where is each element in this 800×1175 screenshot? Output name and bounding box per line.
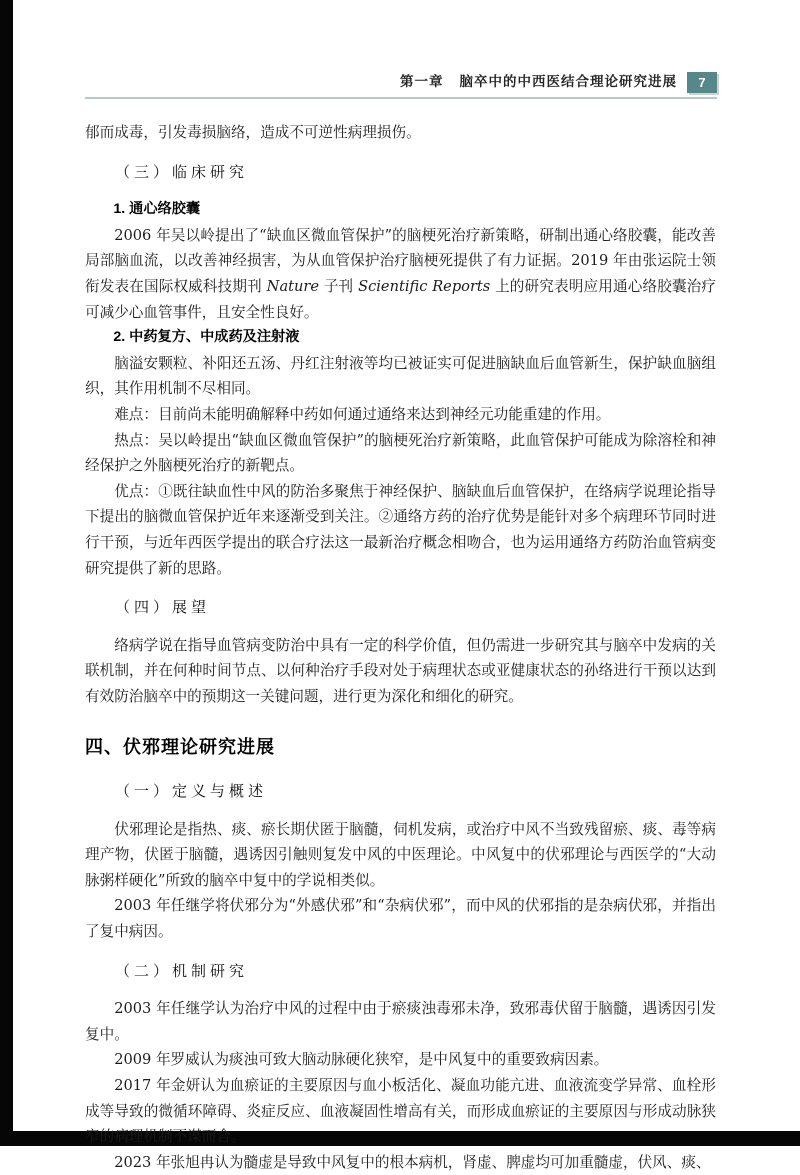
paragraph-mechanism-2009: 2009 年罗威认为痰浊可致大脑动脉硬化狭窄，是中风复中的重要致病因素。 (114, 1051, 609, 1069)
chapter-title: 脑卒中的中西医结合理论研究进展 (459, 74, 677, 89)
paragraph-difficulty: 难点：目前尚未能明确解释中药如何通过通络来达到神经元功能重建的作用。 (114, 405, 611, 423)
journal-name-nature: Nature (266, 277, 320, 295)
paragraph-advantage: 优点：①既往缺血性中风的防治多聚焦于神经保护、脑缺血后血管保护，在络病学说理论指导下提出的脑微血管保护近年来逐渐受到关注。②通络方药的治疗优势是能针对多个病理环节同时进行干预，与近年西医学提出的联合疗法这一最新治疗概念相吻合，也为运用通络方药防治血管病变研究提供了新的思路。 (85, 482, 716, 577)
paragraph-compound-medicine: 脑溢安颗粒、补阳还五汤、丹红注射液等均已被证实可促进脑缺血后血管新生，保护缺血脑组织，其作用机制不尽相同。 (85, 354, 716, 398)
paragraph-mechanism-2017: 2017 年金妍认为血瘀证的主要原因与血小板活化、凝血功能亢进、血液流变学异常、血栓形成等导致的微循环障碍、炎症反应、血液凝固性增高有关，而形成血瘀证的主要原因与形成动脉狭窄的病理机制不谋而合。 (85, 1077, 716, 1146)
subsection-heading-outlook: （四）展望 (115, 598, 211, 617)
chapter-label: 第一章 (400, 74, 444, 89)
paragraph-hotspot: 热点：吴以岭提出“缺血区微血管保护”的脑梗死治疗新策略，此血管保护可能成为除溶栓和神经保护之外脑梗死治疗的新靶点。 (85, 431, 716, 475)
section-heading-fuxie-theory: 四、伏邪理论研究进展 (85, 737, 275, 758)
paragraph-tongxinluo (85, 223, 716, 325)
paragraph-intro-continuation: 郁而成毒，引发毒损脑络，造成不可逆性病理损伤。 (85, 124, 421, 141)
subsection-heading-clinical-research: （三）临床研究 (115, 162, 249, 181)
paragraph-segment: 2006 年吴以岭提出了“缺血区微血管保护”的脑梗死治疗新策略，研制出通心络胶囊，能改善局部脑血流，以改善神经损害，为从血管保护治疗脑梗死提供了有力证据。2019 年由张运院士领衔发表在国际权威科技期刊 (85, 226, 716, 295)
paragraph-mechanism-2023: 2023 年张旭冉认为髓虚是导致中风复中的根本病机，肾虚、脾虚均可加重髓虚，伏风、痰、 (114, 1153, 711, 1171)
page-header (85, 70, 717, 99)
item-heading-tongxinluo: 1. 通心络胶囊 (113, 201, 201, 218)
paragraph-mechanism-2003: 2003 年任继学认为治疗中风的过程中由于瘀痰浊毒邪未净，致邪毒伏留于脑髓，遇诱因引发复中。 (85, 1000, 716, 1043)
paragraph-segment: 上的研究表明应用通心络胶囊治疗可减少心血管事件，且安全性良好。 (85, 277, 717, 321)
page-body (85, 120, 716, 1175)
subsection-heading-definition: （一）定义与概述 (115, 782, 268, 801)
page-number-badge: 7 (687, 72, 717, 93)
subsection-heading-mechanism: （二）机制研究 (115, 961, 249, 980)
paragraph-definition-2: 2003 年任继学将伏邪分为“外感伏邪”和“杂病伏邪”，而中风的伏邪指的是杂病伏邪，并指出了复中病因。 (85, 897, 716, 941)
journal-name-scientific-reports: Scientific Reports (358, 277, 491, 295)
paragraph-definition-1: 伏邪理论是指热、痰、瘀长期伏匿于脑髓，伺机发病，或治疗中风不当致残留瘀、痰、毒等病理产物，伏匿于脑髓，遇诱因引触则复发中风的中医理论。中风复中的伏邪理论与西医学的“大动脉粥样硬化”所致的脑卒中复中的学说相类似。 (85, 820, 716, 889)
paragraph-segment: 子刊 (319, 277, 359, 295)
item-heading-compound-medicine: 2. 中药复方、中成药及注射液 (113, 329, 300, 346)
scan-border-left (0, 0, 13, 1146)
paragraph-outlook: 络病学说在指导血管病变防治中具有一定的科学价值，但仍需进一步研究其与脑卒中发病的关联机制，并在何种时间节点、以何种治疗手段对处于病理状态或亚健康状态的孙络进行干预以达到有效防治脑卒中的预期这一关键问题，进行更为深化和细化的研究。 (85, 636, 716, 705)
